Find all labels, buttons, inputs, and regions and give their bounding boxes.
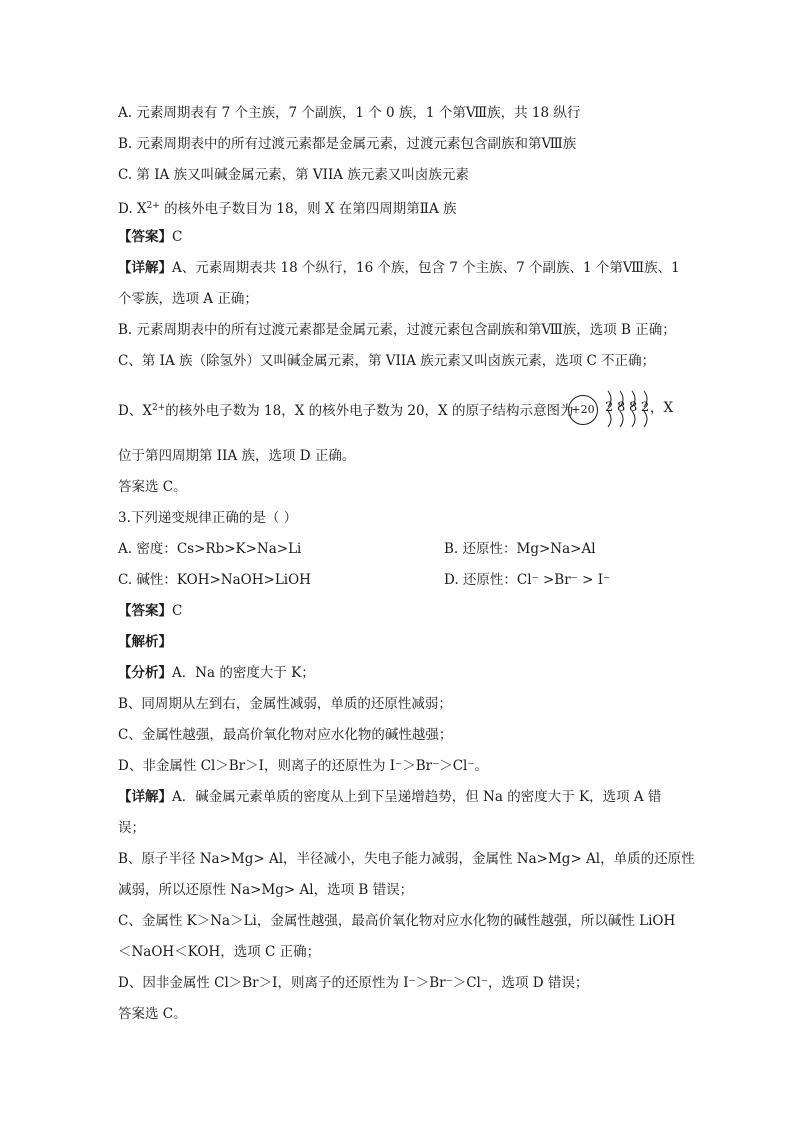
q3-answer [118,601,182,621]
q3-detail-c1: C、金属性 K＞Na＞Li，金属性越强，最高价氧化物对应水化物的碱性越强，所以碱性 LiOH [118,913,676,929]
q2-detail-line5-tail: ，X [650,400,674,416]
q3-answer-value: C [172,603,183,619]
q2-option-d-post: 的核外电子数目为 18，则 X 在第四周期第ⅡA 族 [159,201,457,217]
q2-detail-line2: 个零族，选项 A 正确； [118,291,258,307]
atom-nucleus: +20 [568,395,598,425]
q3-detail-a2: 误； [118,820,145,836]
q2-detail-line1 [118,258,680,278]
q2-detail-line3: B. 元素周期表中的所有过渡元素都是金属元素，过渡元素包含副族和第Ⅷ族，选项 B 正确； [118,322,676,338]
q2-answer-value: C [172,229,183,245]
q2-detail-line5-post: 的核外电子数为 18，X 的核外电子数为 20，X 的原子结构示意图为 [165,403,574,419]
q2-detail-line5-sup: 2+ [151,403,166,413]
q3-option-a: A. 密度：Cs>Rb>K>Na>Li [118,541,302,557]
q3-analysis-label: 【分析】 [118,665,172,681]
q2-detail-text1: A、元素周期表共 18 个纵行，16 个族，包含 7 个主族、7 个副族、1 个第Ⅷ族、1 [172,260,680,276]
q3-option-c: C. 碱性：KOH>NaOH>LiOH [118,572,311,588]
q2-detail-line6: 位于第四周期第 IIA 族，选项 D 正确。 [118,448,356,464]
q2-option-a: A. 元素周期表有 7 个主族，7 个副族，1 个 0 族，1 个第Ⅷ族，共 18 纵行 [118,105,581,121]
q2-detail-line5-pre: D、X [118,403,152,419]
q3-answer-label: 【答案】 [118,603,172,619]
q2-detail-label: 【详解】 [118,260,172,276]
q3-jiexi-label: 【解析】 [118,634,172,650]
q3-stem: 3.下列递变规律正确的是（ ） [118,510,298,526]
q3-detail-d: D、因非金属性 Cl＞Br＞I，则离子的还原性为 I⁻＞Br⁻＞Cl⁻，选项 D 错误； [118,975,589,991]
q2-conclusion: 答案选 C。 [118,479,187,495]
q3-analysis-b: B、同周期从左到右，金属性减弱，单质的还原性减弱； [118,696,452,712]
q3-detail-b1: B、原子半径 Na>Mg> Al，半径减小，失电子能力减弱，金属性 Na>Mg> Al，单质的还原性 [118,851,695,867]
q3-analysis-c: C、金属性越强，最高价氧化物对应水化物的碱性越强； [118,727,453,743]
q3-detail-c2: ＜NaOH＜KOH，选项 C 正确； [118,944,321,960]
shell-4-count: 2 [641,400,650,415]
q2-answer-label: 【答案】 [118,229,172,245]
q3-conclusion: 答案选 C。 [118,1006,187,1022]
q2-option-d-pre: D. X [118,201,147,217]
q3-detail-a1 [118,787,661,807]
q2-detail-line4: C、第 IA 族（除氢外）又叫碱金属元素，第 VIIA 族元素又叫卤族元素，选项 C 不正确； [118,353,656,369]
q3-detail-a1-text: A．碱金属元素单质的密度从上到下呈递增趋势，但 Na 的密度大于 K，选项 A 错 [172,789,662,805]
q2-option-d [118,196,457,219]
q3-analysis-d: D、非金属性 Cl＞Br＞I，则离子的还原性为 I⁻＞Br⁻＞Cl⁻。 [118,758,488,774]
shell-1-count: 2 [605,400,614,415]
q3-analysis-a [118,663,315,683]
q2-option-d-sup: 2+ [146,201,160,211]
q3-option-d: D. 还原性：Cl⁻ >Br⁻ > I⁻ [444,572,611,588]
q3-detail-label: 【详解】 [118,789,172,805]
q3-analysis-a-text: A．Na 的密度大于 K； [172,665,315,681]
q2-option-b: B. 元素周期表中的所有过渡元素都是金属元素，过渡元素包含副族和第Ⅷ族 [118,136,577,152]
q2-detail-line5 [118,398,573,421]
q2-answer [118,227,182,247]
q3-detail-b2: 减弱，所以还原性 Na>Mg> Al，选项 B 错误； [118,882,414,898]
shell-3-count: 8 [629,400,638,415]
q2-option-c: C. 第 IA 族又叫碱金属元素，第 VIIA 族元素又叫卤族元素 [118,167,469,183]
shell-2-count: 8 [617,400,626,415]
q3-option-b: B. 还原性：Mg>Na>Al [444,541,596,557]
